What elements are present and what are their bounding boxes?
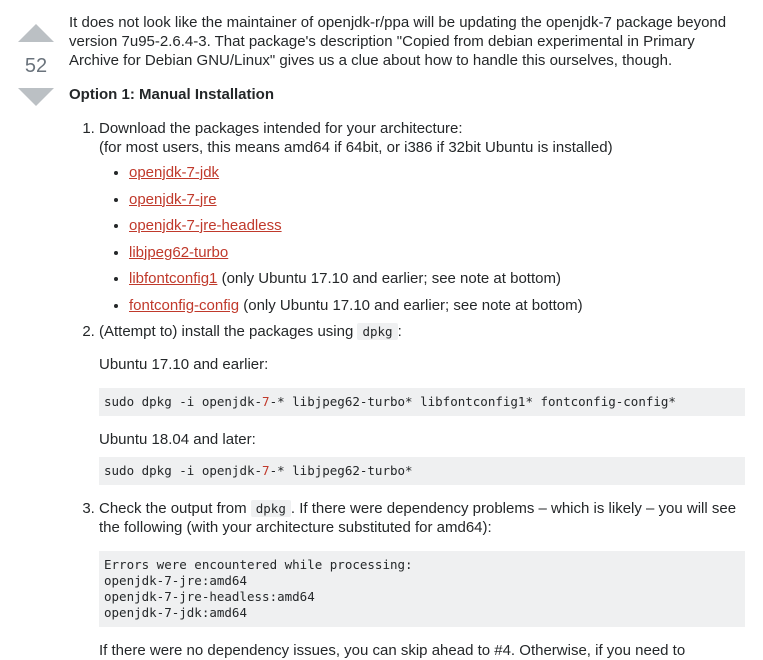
package-link-libfontconfig1[interactable]: libfontconfig1 <box>129 270 218 287</box>
downvote-arrow-icon[interactable] <box>18 88 54 106</box>
answer-intro: It does not look like the maintainer of openjdk-r/ppa will be updating the openjdk-7 package beyond version 7u95-2.6.4-3. That package's description "Copied from debian experimental in Primary Archive for Debian GNU/Linux" gives us a clue about how to handle this ourselves, though. <box>69 14 727 69</box>
package-item <box>129 269 745 288</box>
step-3-text: Check the output from <box>99 500 251 517</box>
package-item <box>129 190 745 209</box>
package-link-openjdk-7-jre[interactable]: openjdk-7-jre <box>129 190 217 208</box>
package-item <box>129 163 745 182</box>
package-link-libjpeg62-turbo[interactable]: libjpeg62-turbo <box>129 243 229 261</box>
truncated-paragraph: If there were no dependency issues, you can skip ahead to #4. Otherwise, if you need to <box>99 642 686 659</box>
step-1-line1: Download the packages intended for your architecture: <box>99 120 463 137</box>
ubuntu-1710-label: Ubuntu 17.10 and earlier: <box>99 356 269 373</box>
cmd-text: sudo dpkg -i openjdk- <box>104 394 263 409</box>
code-block-1804 <box>99 457 745 485</box>
package-note: (only Ubuntu 17.10 and earlier; see note at bottom) <box>239 296 583 314</box>
step-2-text-end: : <box>397 323 402 340</box>
section-heading: Option 1: Manual Installation <box>69 86 275 103</box>
step-1 <box>99 119 745 315</box>
cmd-text-rest: -* libjpeg62-turbo* libfontconfig1* fontconfig-config* <box>269 394 676 409</box>
step-2-text: (Attempt to) install the packages using <box>99 323 358 340</box>
step-1-line2: (for most users, this means amd64 if 64bit, or i386 if 32bit Ubuntu is installed) <box>99 139 613 156</box>
ubuntu-1804-label: Ubuntu 18.04 and later: <box>99 431 256 448</box>
steps-list <box>69 119 745 627</box>
package-item <box>129 216 745 235</box>
vote-score: 52 <box>24 55 48 77</box>
package-link-openjdk-7-jdk[interactable]: openjdk-7-jdk <box>129 164 220 181</box>
package-note: (only Ubuntu 17.10 and earlier; see note at bottom) <box>217 270 561 287</box>
step-3-text-end: . If there were dependency problems – which is likely – you will see the following (with your architecture substituted for amd64): <box>99 500 737 536</box>
upvote-arrow-icon[interactable] <box>18 24 54 42</box>
code-block-1710 <box>99 388 745 416</box>
step-3 <box>99 499 745 627</box>
cmd-text: sudo dpkg -i openjdk- <box>104 463 263 478</box>
package-link-openjdk-7-jre-headless[interactable]: openjdk-7-jre-headless <box>129 217 282 234</box>
cmd-number: 7 <box>262 394 270 409</box>
package-item <box>129 243 745 262</box>
cmd-number: 7 <box>262 463 270 478</box>
vote-controls <box>16 20 56 106</box>
inline-code: dpkg <box>251 500 291 517</box>
package-item <box>129 296 745 315</box>
cmd-text-rest: -* libjpeg62-turbo* <box>269 463 413 478</box>
error-output-block: Errors were encountered while processing: openjdk-7-jre:amd64 openjdk-7-jre-headless:amd64 openjdk-7-jdk:amd64 <box>99 551 745 627</box>
step-2 <box>99 322 745 485</box>
answer-body <box>69 13 745 660</box>
inline-code: dpkg <box>357 323 397 340</box>
package-link-fontconfig-config[interactable]: fontconfig-config <box>129 296 240 314</box>
package-list <box>99 163 745 315</box>
